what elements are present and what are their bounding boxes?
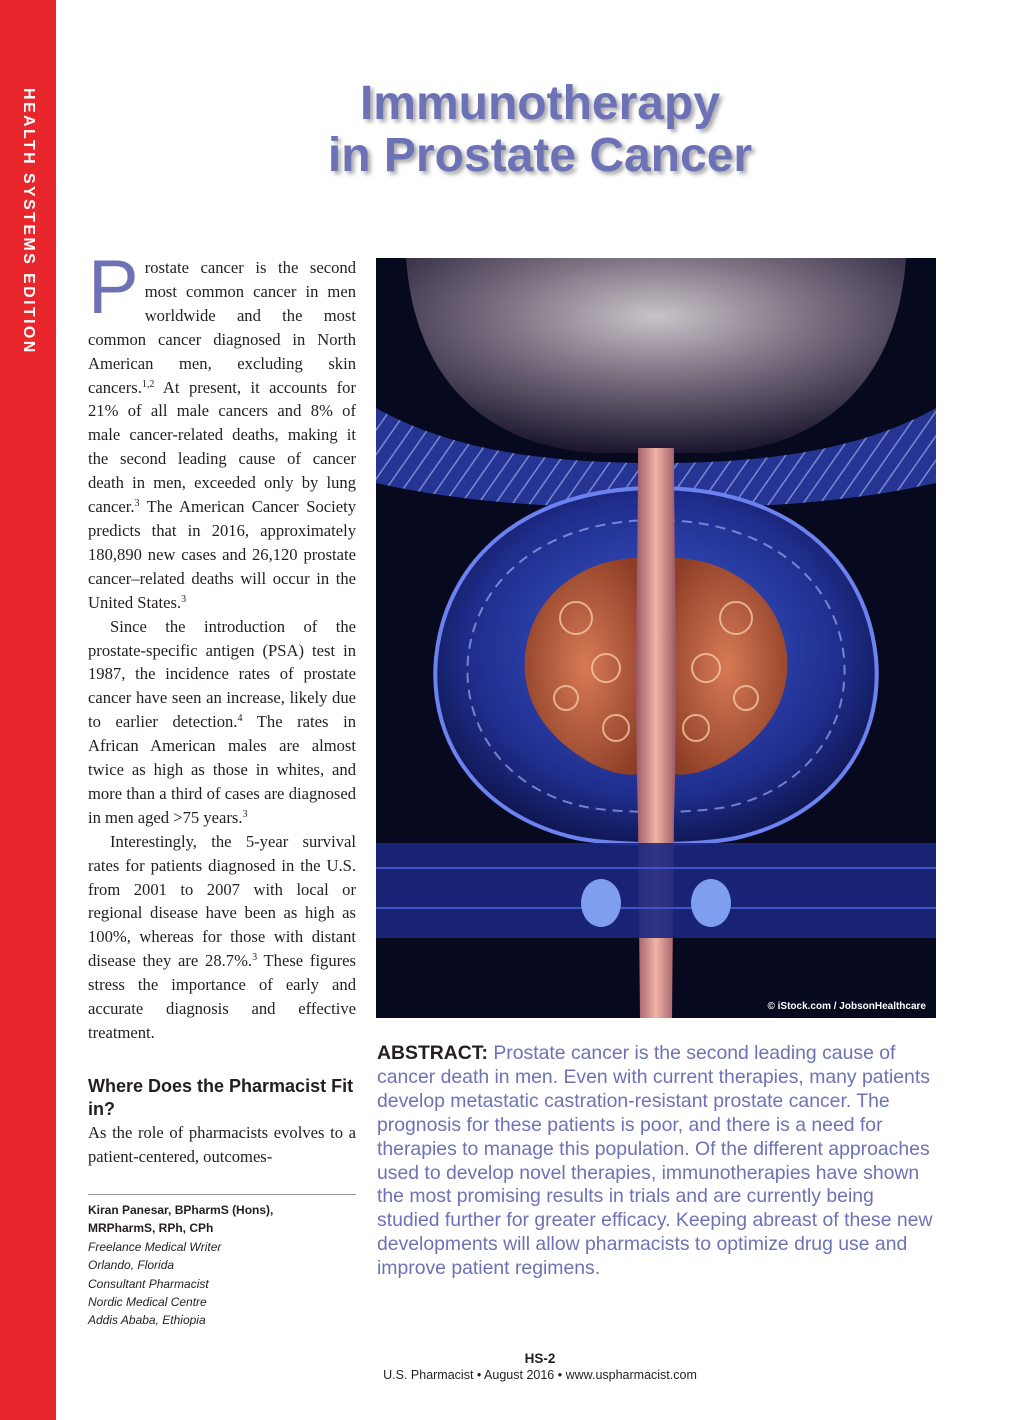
para2-text-b: The rates in African American males are almost twice as high as those in whites, and more than a third of cases are diagnosed in men aged >75 years.: [88, 712, 356, 827]
abstract-text: Prostate cancer is the second leading cause of cancer death in men. Even with current therapies, many patients develop metastatic castration-resistant prostate cancer. The prognosis for these patients is poor, and there is a need for therapies to manage this population. Of the different approaches used to develop novel therapies, immunotherapies have shown the most promising results in trials and are currently being studied further for greater efficacy. Keeping abreast of these new developments will allow pharmacists to optimize drug use and improve patient regimens.: [377, 1042, 933, 1280]
para2-text-a: Since the introduction of the prostate-specific antigen (PSA) test in 1987, the incidence rates of prostate cancer have seen an increase, likely due to earlier detection.: [88, 616, 356, 732]
author-affiliation: Nordic Medical Centre: [88, 1295, 207, 1310]
section-heading: Where Does the Pharmacist Fit in?: [88, 1075, 354, 1119]
edition-sidebar: [0, 0, 56, 1420]
prostate-anatomy-drawing: [376, 258, 936, 1018]
abstract: [377, 1042, 937, 1281]
page-number: HS-2: [524, 1351, 556, 1366]
para3-text-a: Interestingly, the 5-year survival rates for patients diagnosed in the U.S. from 2001 to 2007 with local or regional disease have been as high as 100%, whereas for those with distant disease they are 28.7%.: [88, 831, 356, 971]
paragraph-4: As the role of pharmacists evolves to a patient-centered, outcomes-: [88, 1122, 356, 1166]
para3-text-b: These figures stress the importance of early and accurate diagnosis and effective treatment.: [88, 951, 356, 1042]
author-affiliation: Orlando, Florida: [88, 1258, 175, 1273]
author-affiliation: Freelance Medical Writer: [88, 1239, 222, 1254]
paragraph-3: [88, 830, 356, 1045]
edition-label: HEALTH SYSTEMS EDITION: [20, 88, 37, 355]
author-affiliation: Addis Ababa, Ethiopia: [88, 1313, 206, 1328]
paragraph-1: [88, 245, 356, 615]
author-affiliation: Consultant Pharmacist: [88, 1276, 209, 1291]
author-name-2: MRPharmS, RPh, CPh: [88, 1221, 214, 1236]
title-line-1: Immunotherapy: [359, 77, 721, 130]
abstract-label: ABSTRACT:: [377, 1042, 488, 1064]
title-line-2: in Prostate Cancer: [327, 129, 753, 182]
paragraph-2: [88, 615, 356, 830]
publication-line: U.S. Pharmacist • August 2016 • www.uspharmacist.com: [383, 1368, 697, 1382]
citation: 3: [242, 808, 248, 820]
para1-text-a: rostate cancer is the second most common cancer in men worldwide and the most common cancer diagnosed in North American men, excluding skin cancers.: [88, 258, 356, 397]
citation: 1,2: [141, 378, 155, 390]
citation: 3: [134, 498, 140, 510]
author-name-1: Kiran Panesar, BPharmS (Hons),: [88, 1203, 274, 1217]
gland-nodule-left: [581, 879, 621, 927]
drop-cap: P: [88, 245, 139, 330]
author-box: [88, 1194, 356, 1330]
para1-text-c: The American Cancer Society predicts that in 2016, approximately 180,890 new cases and 26,120 prostate cancer–related deaths will occur in the United States.: [88, 497, 356, 612]
page-footer: [56, 1350, 1024, 1384]
pelvic-floor: [376, 843, 936, 938]
image-credit: © iStock.com / JobsonHealthcare: [767, 1001, 926, 1012]
prostate-illustration: [376, 258, 936, 1018]
para1-text-b: At present, it accounts for 21% of all male cancers and 8% of male cancer-related deaths, making it the second leading cause of cancer death in men, exceeded only by lung cancer.: [88, 377, 356, 517]
body-column: [88, 245, 356, 1169]
citation: 4: [237, 713, 243, 725]
citation: 3: [252, 952, 258, 964]
citation: 3: [181, 593, 187, 605]
gland-nodule-right: [691, 879, 731, 927]
article-title: [56, 78, 1024, 182]
